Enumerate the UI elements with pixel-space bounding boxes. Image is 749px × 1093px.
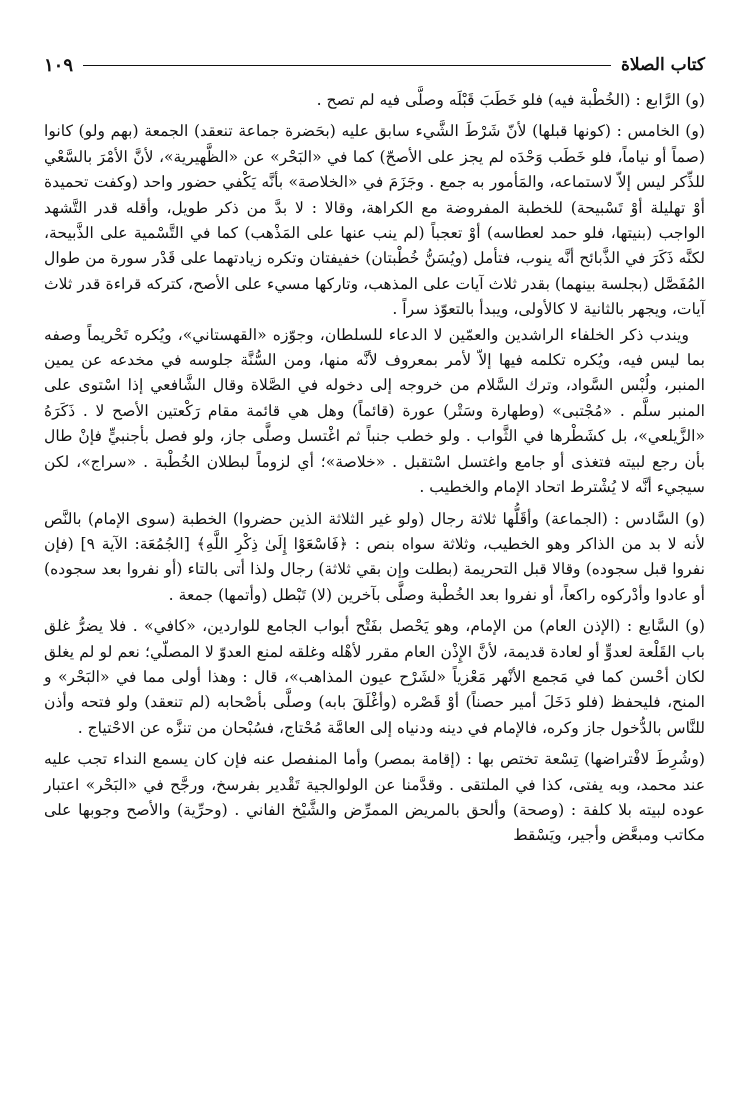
header-rule bbox=[83, 65, 611, 66]
running-header bbox=[44, 52, 705, 78]
page-number: ١٠٩ bbox=[44, 54, 74, 76]
paragraph-condition-7: (و) السَّابع : (الإذن العام) من الإمام، وهو يَحْصل بفَتْح أبواب الجامع للواردين، «كافي» . فلا يضرُّ غلق باب القَلْعة لعدوٍّ أو لعادة قديمة، لأنَّ الإِذْن العام مقرر لأهْله وغلقه لمنع العدوّ لا المصلّي؛ نعم لو لم يغلق لكان أحْسن كما في مَجمع الأنْهر مَعْزياً «لشَرْح عيون المذاهب»، قال : وهذا أولى مما في «البَحْر» و المنح، فليحفظ (فلو دَخَلَ أمير حصناً) أوْ قَصْره (وأغْلَقَ بابه) وصلَّى بأصْحابه (لم تنعقد) ولو فتحه وأذن للنَّاس بالدُّخول جاز وكره، فالإمام في دينه ودنياه إلى العامَّة مُحْتاج، فسُبْحان من تنزَّه عن الاحْتياج . bbox=[44, 617, 705, 737]
paragraph-condition-5: (و) الخامس : (كونها قبلها) لأنّ شَرْطَ الشَّيء سابق عليه (بحَضرة جماعة تنعقد) الجمعة (بهم ولو) كانوا (صماً أو نياماً، فلو خَطَب وَحْدَه لم يجز على الأصحّ) كما في «البَحْر» عن «الظَّهيرية»، لأنَّ الأمْرَ بالسَّعْي للذِّكر ليس إلاّ لاستماعه، والمَأمور به جمع . وجَزَمَ في «الخلاصة» بأنَّه يَكْفي حضور واحد (وكفت تحميدة أوْ تهليلة أوْ تَسْبيحة) للخطبة المفروضة مع الكراهة، وقالا : لا بدَّ من ذكر طويل، وأقله قدر التَّشهد الواجب (بنيتها، فلو حمد لعطاسه) أوْ تعجباً (لم ينب عنها على المَذْهب) كما في التَّسْمية على الذَّبيحة، لكنَّه ذَكَرَ في الذَّبائح أنَّه ينوب، فتأمل (ويُسَنُّ خُطْبتان) خفيفتان وتكره زيادتهما على قَدْر سورة من طوال المُفَصَّل (بجلسة بينهما) بقدر ثلاث آيات على المذهب، وتاركها مسيء على الأصح، كتركه قراءة قدر ثلاث آيات، ويجهر بالثانية لا كالأولى، ويبدأ بالتعوّذ سراً . bbox=[44, 122, 705, 319]
paragraph-condition-4: (و) الرَّابع : (الخُطْبة فيه) فلو خَطَبَ قَبْلَه وصلَّى فيه لم تصح . bbox=[316, 91, 705, 109]
paragraph-obligation-conditions: (وشُرِطَ لافْتراضها) تِسْعة تختص بها : (إقامة بمصر) وأما المنفصل عنه فإن كان يسمع النداء تجب عليه عند محمد، وبه يفتى، كذا في الملتقى . وقدَّمنا عن الولوالجية تَقْدير بفرسخ، ورجَّح في «البَحْر» اعتبار عوده لبيته بلا كلفة : (وصحة) وألحق بالمريض الممرِّض والشَّيْخ الفاني . (وحرِّية) والأصح وجوبها على مكاتب ومبعَّض وأجير، ويَسْقط bbox=[44, 750, 705, 845]
paragraph-khutba-sunnahs: ويندب ذكر الخلفاء الراشدين والعمّين لا الدعاء للسلطان، وجوّزه «القهستاني»، ويُكره تَحْريماً وصفه بما ليس فيه، ويُكره تكلمه فيها إلاّ لأمر بمعروف لأنَّه منها، ومن السُّنَّة جلوسه في مخدعه عن يمين المنبر، ولُبْس السَّواد، وترك السَّلام من خروجه إلى دخوله في الصَّلاة وقال الشَّافعي إذا اسْتوى على المنبر سلَّم . «مُجْتبى» (وطهارة وسَتْر) عورة (قائماً) وهل هي قائمة مقام رَكْعتين الأصح لا . ذَكَرَهُ «الزَّيلعي»، بل كشَطْرها في الثَّواب . ولو خطب جنباً ثم اغْتسل وصلَّى جاز، ولو فصل بأجنبيٍّ فإنْ طال بأن رجع لبيته فتغذى أو جامع واغتسل اسْتقبل . «خلاصة»؛ أي لزوماً لبطلان الخُطْبة . «سراج»، لكن سيجيء أنَّه لا يُشْترط اتحاد الإمام والخطيب . bbox=[44, 325, 705, 497]
body-text bbox=[44, 88, 705, 849]
paragraph-condition-6: (و) السَّادس : (الجماعة) وأقَلُّها ثلاثة رجال (ولو غير الثلاثة الذين حضروا) الخطبة (سوى الإمام) بالنَّص لأنه لا بد من الذاكر وهو الخطيب، وثلاثة سواه بنص : ﴿فَاسْعَوْا إِلَىٰ ذِكْرِ اللَّهِ﴾ [الجُمُعَة: الآية ٩] (فإن نفروا قبل سجوده) وقالا قبل التحريمة (بطلت وإن بقي ثلاثة) رجال ولذا أتى بالتاء (أو نفروا بعد سجوده) أو عادوا وأدْركوه راكعاً، أو نفروا بعد الخُطْبة وصلَّى بآخرين (لا) تَبْطل (وأتمها) جمعة . bbox=[44, 509, 705, 604]
book-title: كتاب الصلاة bbox=[620, 55, 705, 75]
